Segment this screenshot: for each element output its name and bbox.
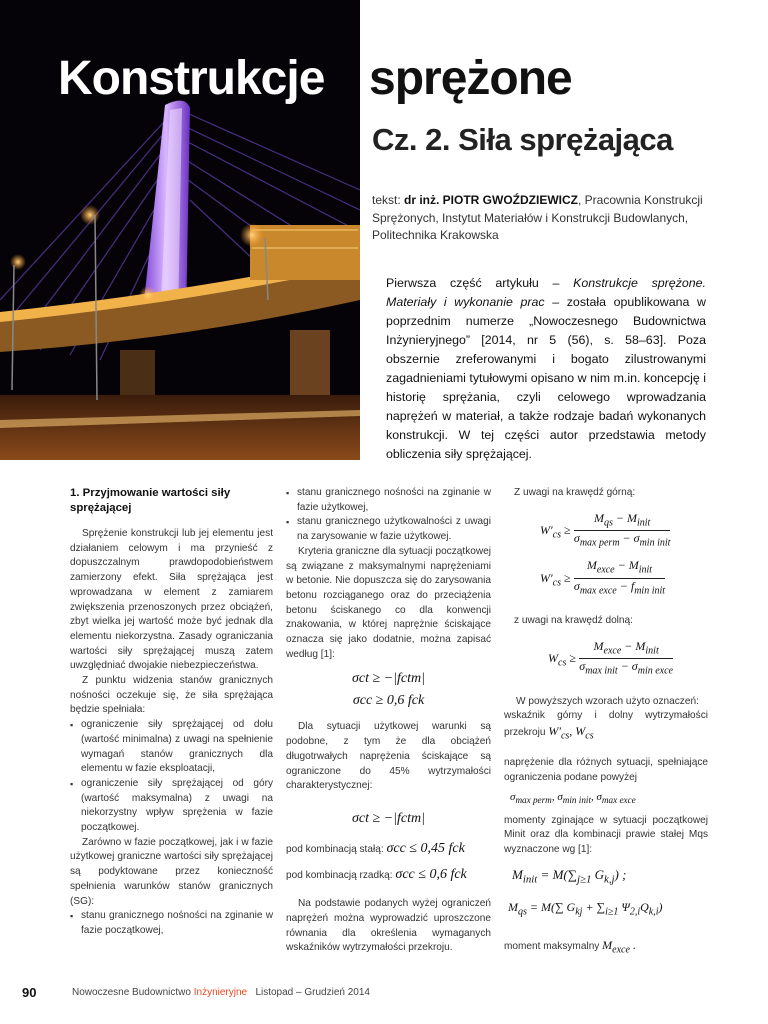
formula-block-1 (286, 668, 491, 712)
paragraph-text: wskaźnik górny i dolny wytrzymałości przekroju (504, 710, 708, 739)
journal-name-accent: Inżynieryjne (193, 987, 248, 998)
bullet-list (70, 718, 273, 836)
author-affiliation: , Pracownia Konstrukcji Sprężonych, Instytut Materiałów i Konstrukcji Budowlanych, Politechnika Krakowska (372, 193, 703, 242)
author-name: dr inż. PIOTR GWOŹDZIEWICZ (404, 193, 578, 207)
formula: σct ≥ −|fctm| (352, 671, 425, 687)
article-subtitle: Cz. 2. Siła sprężająca (372, 122, 673, 157)
title-part-1: Konstrukcje (58, 52, 325, 105)
formula: σcc ≥ 0,6 fck (352, 693, 425, 709)
sigma-symbols: $\sigma_{max perm}$, $\sigma_{min init}$, $\sigma_{max exce}$ (510, 790, 636, 805)
list-item: ▪ ograniczenie siły sprężającej od dołu (wartość minimalna) z uwagi na spełnienie wymagań stanów granicznych dla elementu w fazie eksploatacji, (70, 718, 273, 777)
lead-emphasis: Konstrukcje sprężone. Materiały i wykonanie prac (386, 276, 707, 309)
author-info (372, 192, 742, 245)
journal-info (72, 985, 370, 1001)
column-3 (504, 486, 708, 958)
lead-paragraph (386, 274, 706, 464)
section-heading: 1. Przyjmowanie wartości siły sprężającej (70, 487, 231, 514)
paragraph: naprężenie dla różnych sytuacji, spełniające ograniczenia podane powyżej (504, 757, 708, 783)
paragraph: W powyższych wzorach użyto oznaczeń: (516, 695, 699, 707)
formula-m-qs: $M_{qs} = M(\sum$ $G_{kj} + \sum_{i\ge 1}$ $\Psi_{2,i}Q_{k,i}$) (508, 900, 663, 918)
paragraph: wskaźnik górny i dolny wytrzymałości przekroju $W'_{cs}$, $W_{cs}$ (504, 710, 708, 742)
formula-label: pod kombinacją rzadką: (286, 869, 393, 881)
list-item: ▪ stanu granicznego nośności na zginanie w fazie początkowej, (70, 909, 273, 938)
article-title (0, 50, 768, 108)
formula-block-2 (286, 808, 491, 830)
paragraph: Sprężenie konstrukcji lub jej elementu jest działaniem celowym i ma przynieść z dopuszczalnym prawdopodobieństwem zamierzony efekt. Siła sprężająca jest wprowadzana w element z zamiarem zwiększenia przenoszonych przez obciążeń, zbyt wielka jej wartość może być jednak dla elementu niekorzystna. Zasady ograniczania wartości siły sprężającej muszą zatem uwzględniać dwojakie niebezpieczeństwa. (70, 528, 273, 672)
paragraph: z uwagi na krawędź dolną: (514, 615, 633, 627)
formula: σcc ≤ 0,45 fck (386, 840, 465, 856)
paragraph: Na podstawie podanych wyżej ograniczeń naprężeń można wyprowadzić uproszczone równania dla określenia wymaganych wskaźników wytrzymałości przekroju. (286, 898, 491, 954)
paragraph: Zarówno w fazie początkowej, jak i w fazie użytkowej graniczne wartości siły sprężającej są podyktowane przez konieczność spełnienia warunków stanów granicznych (SG): (70, 836, 273, 907)
formula: σcc ≤ 0,6 fck (395, 866, 467, 882)
column-1 (70, 486, 273, 939)
list-item: ▪ stanu granicznego użytkowalności z uwagi na zarysowanie w fazie użytkowej. (286, 515, 491, 544)
paragraph: Kryteria graniczne dla sytuacji początkowej są związane z maksymalnymi naprężeniami w betonie. Nie dopuszcza się do zarysowania betonu rozciąganego oraz do przeciążenia betonu ściskanego co dla konwencji znakowania, w której naprężnie ściskające oznacza się jako dodatnie, można zapisać według [1]: (286, 545, 491, 660)
paragraph: Dla sytuacji użytkowej warunki są podobne, z tym że dla obciążeń długotrwałych naprężenia ściskające są ograniczone do 45% wytrzymałości charakterystycznej: (286, 721, 491, 792)
formula-wcs-top-2: $W'_{cs}$ ≥ $M_{exce} - M_{init}$ $\sigma_{max exce} - f_{min init}$ (540, 558, 666, 597)
list-item: ▪ ograniczenie siły sprężającej od góry (wartość maksymalna) z uwagi na niekorzystny wpływ sprężenia w fazie początkowej. (70, 777, 273, 836)
lead-text-1: Pierwsza część artykułu – (386, 276, 574, 290)
paragraph: Z punktu widzenia stanów granicznych nośności oczekuje się, że siła sprężająca będzie spełniała: (70, 675, 273, 716)
paragraph: momenty zginające w sytuacji początkowej Minit oraz dla kombinacji prawie stałej Mqs wyznaczone wg [1]: (504, 814, 708, 855)
paragraph: moment maksymalny $M_{exce}$ . (504, 937, 636, 956)
journal-name: Nowoczesne Budownictwo (72, 987, 194, 998)
page-number: 90 (22, 985, 37, 1000)
formula-m-init: $M_{init} = M(\sum_{j\ge 1}$ $G_{k,j}$) ; (512, 866, 627, 886)
formula-row (286, 868, 491, 884)
column-2 (286, 486, 491, 956)
paragraph: Z uwagi na krawędź górną: (514, 487, 636, 498)
formula: σct ≥ −|fctm| (352, 810, 425, 826)
formula-row (286, 842, 491, 858)
list-item: ▪ stanu granicznego nośności na zginanie w fazie użytkowej, (286, 486, 491, 515)
lead-text-2: – została opublikowana w poprzednim numerze „Nowoczesnego Budownictwa Inżynieryjnego” [2014, nr 5 (56), s. 58–63]. Poza obszernie zreferowanymi i bogato zilustrowanymi zagadnieniami tytułowymi opisano w nim m.in. koncepcję i historię sprężania, czyli celowego wprowadzania naprężeń w materiał, a także rodzaje badań wykonanych konstrukcji. W tej części autor przedstawia metody obliczenia siły sprężającej. (386, 295, 706, 461)
formula-label: pod kombinacją stałą: (286, 843, 384, 855)
issue-date: Listopad – Grudzień 2014 (255, 987, 370, 998)
author-prefix: tekst: (372, 193, 405, 207)
page-footer (0, 985, 768, 1001)
bullet-list (286, 486, 491, 545)
bullet-list (70, 909, 273, 938)
formula-wcs-bottom: $W_{cs}$ ≥ $M_{exce} - M_{init}$ $\sigma_{max init} - \sigma_{min exce}$ (548, 638, 673, 677)
title-part-2: sprężone (369, 52, 572, 105)
paragraph-text: moment maksymalny (504, 940, 600, 952)
formula-wcs-top-1: $W'_{cs}$ ≥ $M_{qs} - M_{init}$ $\sigma_{max perm} - \sigma_{min init}$ (540, 510, 671, 549)
